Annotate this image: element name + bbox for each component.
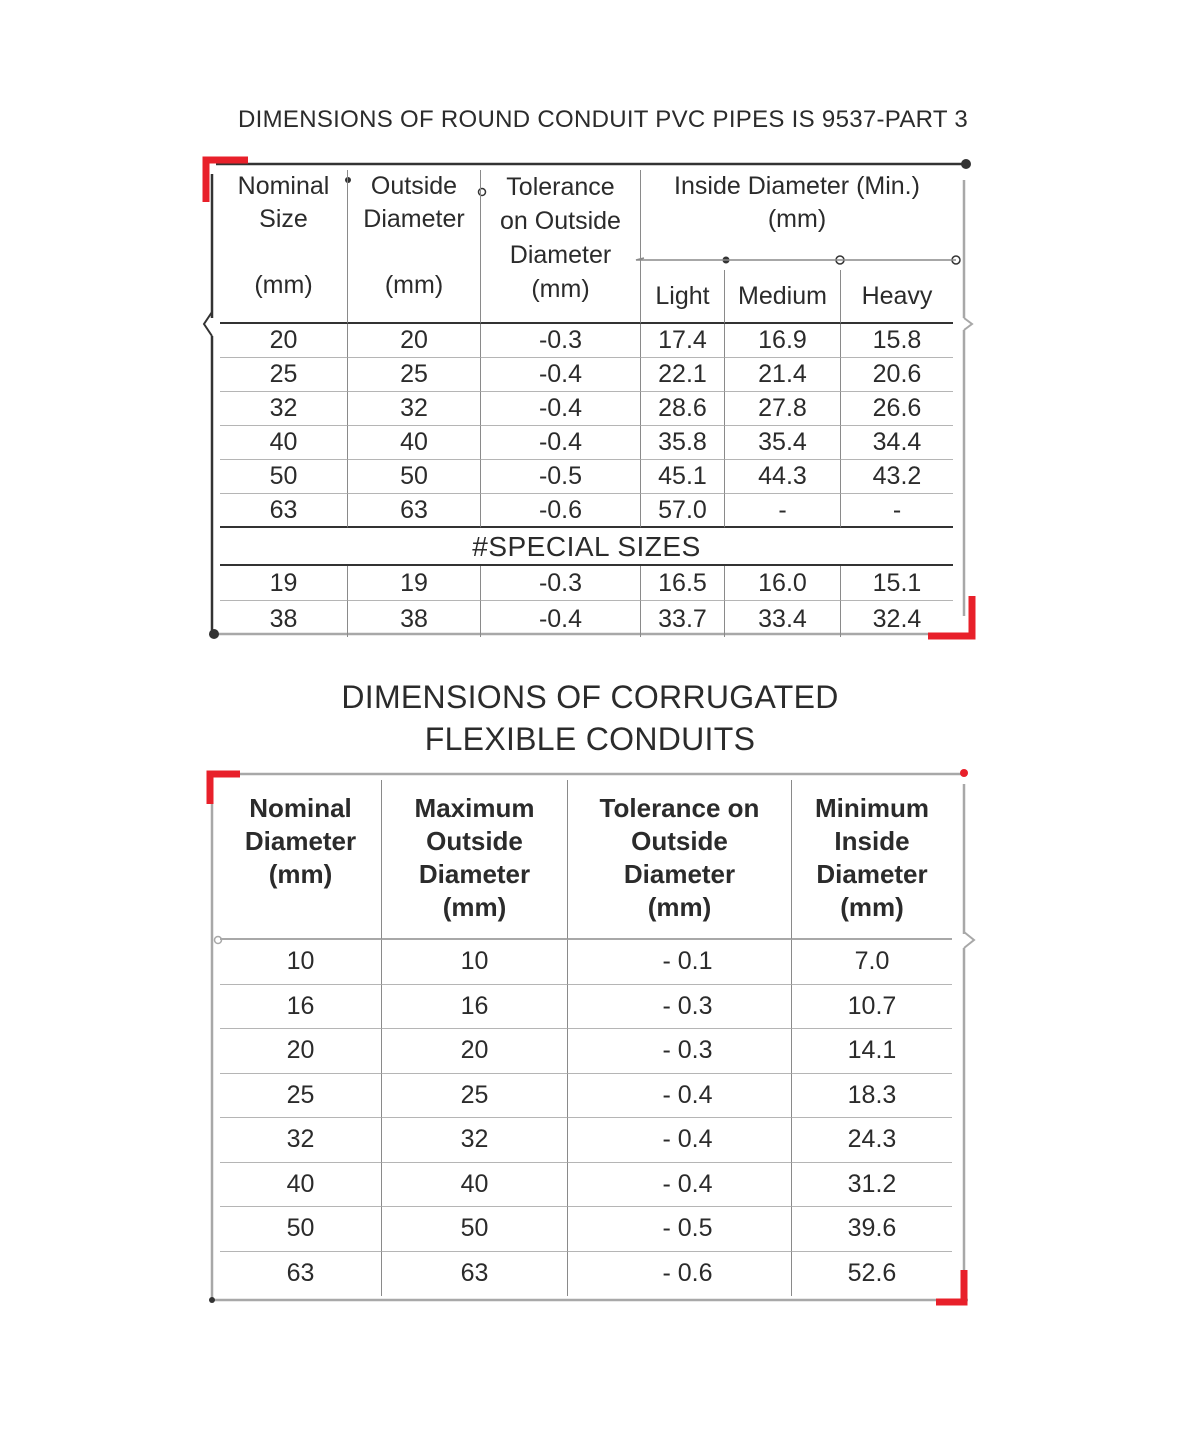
header-nominal-diameter: Nominal Diameter (mm) <box>220 780 382 940</box>
table-cell: 20 <box>348 324 481 358</box>
table-cell: 19 <box>348 566 481 601</box>
header-heavy: Heavy <box>841 270 953 324</box>
table-cell: 33.4 <box>725 601 841 637</box>
table-cell: -0.4 <box>481 426 641 460</box>
table-cell: 52.6 <box>847 1259 897 1288</box>
table-cell: -0.4 <box>481 601 641 637</box>
table-cell: 40 <box>220 426 348 460</box>
table-cell: - <box>841 494 953 528</box>
table-cell: 50 <box>382 1207 568 1252</box>
header-light: Light <box>641 270 725 324</box>
table-cell: 40 <box>220 1163 382 1208</box>
round-conduit-table <box>220 170 953 637</box>
table-cell: 25 <box>220 1074 382 1119</box>
table-cell: 20 <box>220 324 348 358</box>
table-cell: 34.4 <box>841 426 953 460</box>
header-tolerance: Tolerance on Outside Diameter (mm) <box>481 170 641 324</box>
table-cell: 63 <box>220 494 348 528</box>
table-cell: 16.0 <box>725 566 841 601</box>
table-cell: -0.6 <box>481 494 641 528</box>
table-cell: 50 <box>348 460 481 494</box>
table-cell: 18.3 <box>792 1074 952 1119</box>
table-cell: 14.1 <box>792 1029 952 1074</box>
corrugated-conduit-table <box>220 780 952 1296</box>
table-cell: 40 <box>348 426 481 460</box>
round-conduit-table-frame <box>196 150 982 650</box>
table-cell: 25 <box>348 358 481 392</box>
table-cell: 39.6 <box>792 1207 952 1252</box>
table-cell: -0.4 <box>481 392 641 426</box>
table-cell: -0.3 <box>481 324 641 358</box>
table-cell: - 0.3 <box>568 985 792 1030</box>
table-cell: 22.1 <box>641 358 725 392</box>
table-cell: - <box>725 494 841 528</box>
table-cell: 32 <box>220 392 348 426</box>
table-cell: -0.3 <box>481 566 641 601</box>
table-cell: - 0.1 <box>568 940 792 985</box>
table-cell: 15.1 <box>841 566 953 601</box>
table-cell: 35.8 <box>641 426 725 460</box>
table-cell: - 0.4 <box>568 1163 792 1208</box>
table-cell: 26.6 <box>841 392 953 426</box>
table-cell: 45.1 <box>641 460 725 494</box>
table-cell: 17.4 <box>641 324 725 358</box>
table-cell: 38 <box>348 601 481 637</box>
table-cell: 31.2 <box>792 1163 952 1208</box>
table-cell: 35.4 <box>725 426 841 460</box>
header-tolerance-outside-diameter: Tolerance on Outside Diameter (mm) <box>568 780 792 940</box>
table-cell: 32 <box>348 392 481 426</box>
table-cell: 20.6 <box>841 358 953 392</box>
table-cell: 63 <box>220 1252 382 1297</box>
header-medium: Medium <box>725 270 841 324</box>
table-cell: 10.7 <box>792 985 952 1030</box>
table-cell: 33.7 <box>641 601 725 637</box>
table-cell: 28.6 <box>641 392 725 426</box>
header-minimum-inside-diameter: Minimum Inside Diameter (mm) <box>792 780 952 940</box>
table-cell: 40 <box>382 1163 568 1208</box>
table-cell: 19 <box>220 566 348 601</box>
table-cell: 16 <box>382 985 568 1030</box>
table-cell: - 0.4 <box>568 1074 792 1119</box>
table-cell: 7.0 <box>792 940 952 985</box>
special-sizes-label: #SPECIAL SIZES <box>220 528 953 566</box>
table-cell: - 0.4 <box>568 1118 792 1163</box>
table-cell: 20 <box>382 1029 568 1074</box>
header-maximum-outside-diameter: Maximum Outside Diameter (mm) <box>382 780 568 940</box>
table-cell: 21.4 <box>725 358 841 392</box>
table-cell: 16.9 <box>725 324 841 358</box>
header-outside-diameter: Outside Diameter (mm) <box>348 170 481 324</box>
table-cell: 50 <box>220 1207 382 1252</box>
table-cell: 20 <box>220 1029 382 1074</box>
table-cell: 38 <box>220 601 348 637</box>
header-inside-diameter: Inside Diameter (Min.) (mm) <box>674 172 920 233</box>
table-cell: -0.4 <box>481 358 641 392</box>
round-conduit-title: DIMENSIONS OF ROUND CONDUIT PVC PIPES IS 9537-PART 3 <box>238 106 968 133</box>
table-cell: 10 <box>382 940 568 985</box>
corrugated-conduit-title: DIMENSIONS OF CORRUGATED FLEXIBLE CONDUITS <box>341 679 839 757</box>
table-cell: 32 <box>220 1118 382 1163</box>
header-nominal-size: Nominal Size (mm) <box>220 170 348 324</box>
table-cell: 50 <box>220 460 348 494</box>
table-cell: 16 <box>220 985 382 1030</box>
table-cell: - 0.5 <box>568 1207 792 1252</box>
corrugated-conduit-table-frame <box>196 760 982 1310</box>
table-cell: 32.4 <box>872 604 922 633</box>
table-cell: - 0.6 <box>568 1252 792 1297</box>
table-cell: 16.5 <box>641 566 725 601</box>
table-cell: 43.2 <box>841 460 953 494</box>
table-cell: 57.0 <box>641 494 725 528</box>
table-cell: 25 <box>382 1074 568 1119</box>
table-cell: 27.8 <box>725 392 841 426</box>
table-cell: 63 <box>348 494 481 528</box>
table-cell: -0.5 <box>481 460 641 494</box>
table-cell: 32 <box>382 1118 568 1163</box>
table-cell: - 0.3 <box>568 1029 792 1074</box>
table-cell: 44.3 <box>725 460 841 494</box>
table-cell: 15.8 <box>841 324 953 358</box>
table-cell: 25 <box>220 358 348 392</box>
table-cell: 63 <box>382 1252 568 1297</box>
table-cell: 10 <box>220 940 382 985</box>
table-cell: 24.3 <box>792 1118 952 1163</box>
